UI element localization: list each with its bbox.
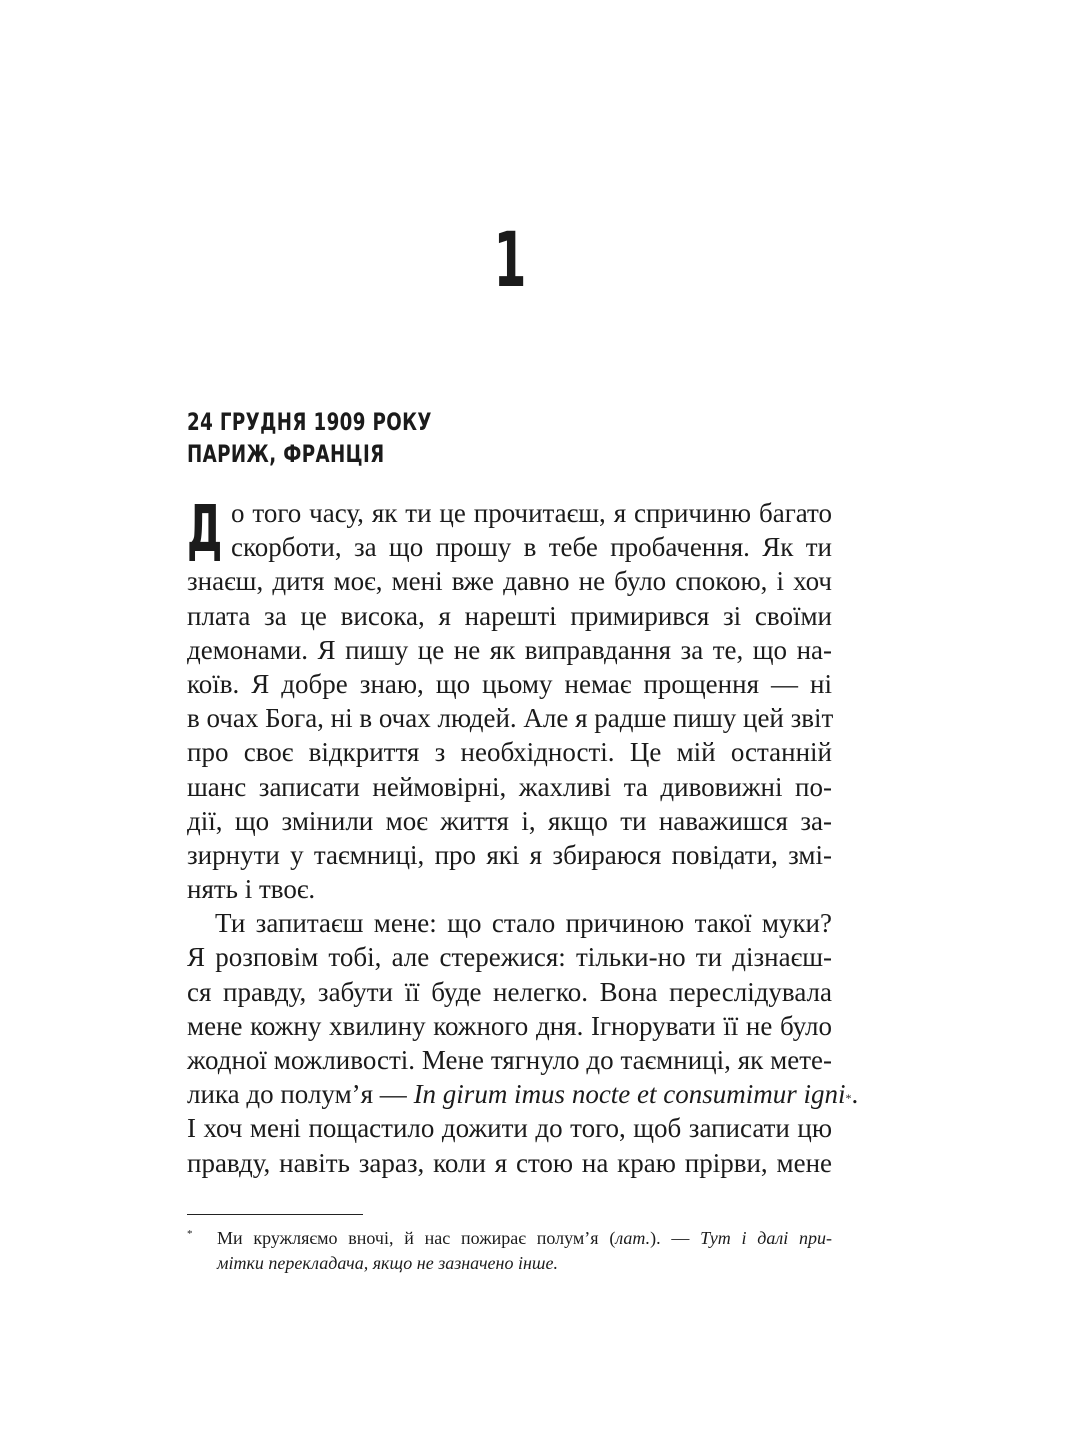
chapter-date-heading: 24 ГРУДНЯ 1909 РОКУ [187, 408, 432, 436]
footnote-mid: ). — [650, 1228, 701, 1248]
footnote-plain: Ми кружляємо вночі, й нас пожирає полум’я ( [217, 1228, 616, 1248]
text-line: правду, навіть зараз, коли я стою на краю прірви, мене [187, 1147, 832, 1178]
text-line: зирнути у таємниці, про які я збираюся повідати, змі- [187, 839, 832, 870]
text-line: шанс записати неймовірні, жахливі та дивовижні по- [187, 771, 832, 802]
footnote [187, 1226, 832, 1276]
text-line: Я розповім тобі, але стережися: тільки-но ти дізнаєш- [187, 942, 832, 973]
text-line: коїв. Я добре знаю, що цьому немає прощення — ні [187, 668, 832, 699]
quote-prefix: лика до полум’я — [187, 1079, 414, 1110]
drop-cap: Д [187, 493, 223, 567]
text-line: демонами. Я пишу це не як виправдання за те, що на- [187, 634, 832, 665]
footnote-text [187, 1226, 832, 1276]
text-line: скорботи, за що прошу в тебе пробачення. Як ти [231, 532, 832, 563]
chapter-place-heading: ПАРИЖ, ФРАНЦІЯ [187, 440, 385, 468]
text-line: мене кожну хвилину кожного дня. Ігнорувати її не було [187, 1010, 832, 1041]
text-line-quote [187, 1077, 859, 1111]
latin-quote: In girum imus nocte et consumimur igni [413, 1079, 846, 1110]
footnote-marker: * [187, 1228, 193, 1240]
footnote-lat: лат. [615, 1228, 651, 1248]
footnote-reference[interactable]: * [845, 1091, 852, 1106]
footnote-divider [187, 1214, 363, 1215]
footnote-translator-note: Тут і далі при- [700, 1228, 832, 1248]
footnote-line [217, 1226, 832, 1251]
body-text [187, 493, 859, 1180]
text-line: І хоч мені пощастило дожити до того, щоб записати цю [187, 1113, 832, 1144]
footnote-line: мітки перекладача, якщо не зазначено інше. [217, 1253, 558, 1273]
text-line: о того часу, як ти це прочитаєш, я спричиню багато [231, 498, 832, 528]
text-line: про своє відкриття з необхідності. Це мій останній [187, 737, 832, 768]
chapter-number: 1 [493, 215, 527, 304]
text-line: плата за це висока, я нарешті примирився зі своїми [187, 600, 832, 631]
text-line: жодної можливості. Мене тягнуло до таємниці, як мете- [187, 1045, 832, 1075]
quote-suffix: . [851, 1079, 859, 1110]
text-line: ся правду, забути її буде нелегко. Вона переслідувала [187, 976, 832, 1007]
text-line: знаєш, дитя моє, мені вже давно не було спокою, і хоч [187, 566, 832, 597]
text-line: дії, що змінили моє життя і, якщо ти наважишся за- [187, 805, 832, 836]
text-line: нять і твоє. [187, 874, 316, 905]
text-line: в очах Бога, ні в очах людей. Але я радше пишу цей звіт [187, 703, 834, 734]
text-line: Ти запитаєш мене: що стало причиною такої муки? [215, 908, 832, 939]
